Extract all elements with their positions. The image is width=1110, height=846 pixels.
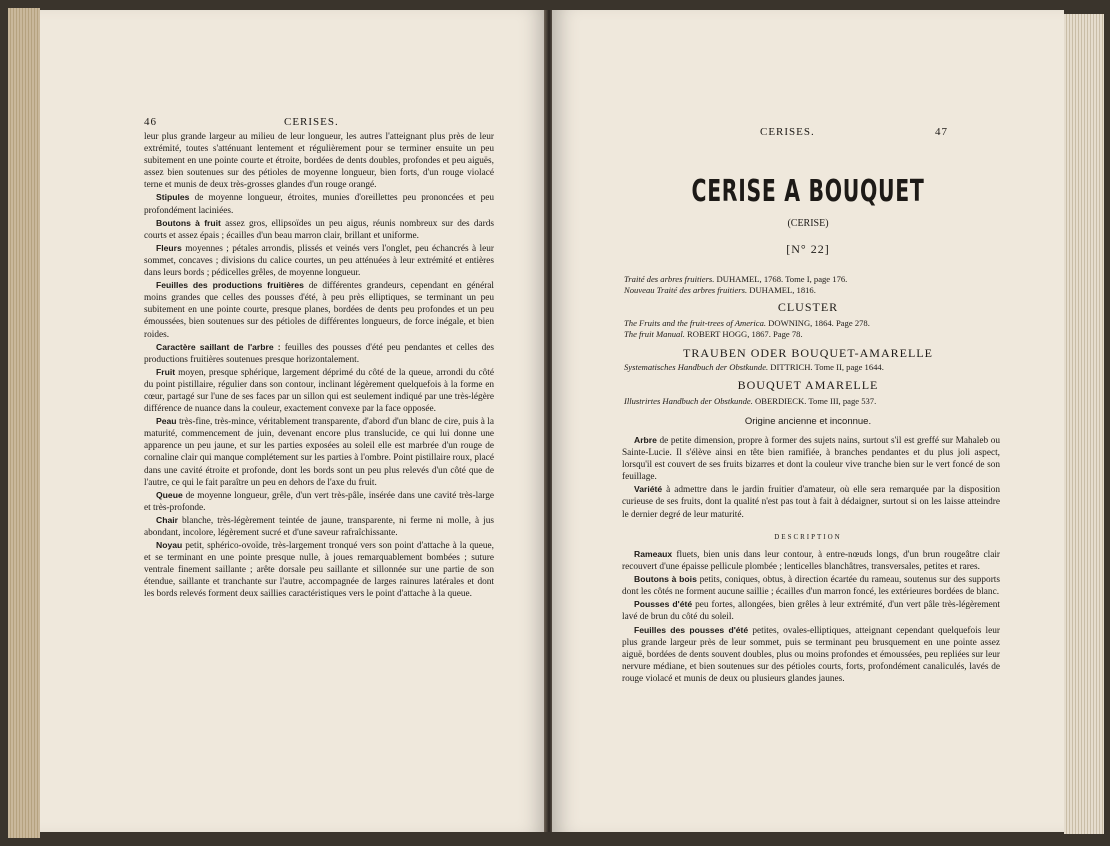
reference-details: ROBERT HOGG, 1867. Page 78. [684,329,803,339]
paragraph-lead-term: Fruit [156,366,176,377]
paragraph-text: de petite dimension, propre à former des sujets nains, surtout s'il est greffé sur Mahaleb ou Sainte-Lucie. Il s'élève ainsi en tête bien ramifiée, à branches pendantes et du plus joli aspect, lorsqu'il est couvert de ses fruits bizarres et dont la couleur vive tranche bien sur le vert foncé de son feuillage. [622,436,1000,483]
paragraph-lead-term: Caractère saillant de l'arbre : [156,341,281,352]
reference-details: DUHAMEL, 1816. [747,285,816,295]
reference-entry [624,396,994,407]
paragraph [144,514,494,539]
reference-work-title: Illustrirtes Handbuch der Obstkunde. [624,396,753,406]
paragraph-lead-term: Variété [634,484,663,495]
paragraph-text: leur plus grande largeur au milieu de leur longueur, les autres l'atteignant plus près de leur extrémité, toutes s'atténuant lentement et régulièrement pour se terminer ensuite un peu subitement en une pointe courte et étroite, bordées de dents doubles, profondes et peu aiguës, assez bien soutenues sur des pétioles de moyenne longueur, bien forts, d'un rouge violacé terne et munis de deux très-grosses glandes d'un rouge orangé. [144,132,494,191]
paragraph [144,366,494,415]
subtitle: (CERISE) [787,218,829,229]
left-body-text [144,131,494,601]
right-page-edges [1064,14,1104,834]
synonym-heading-cluster: CLUSTER [777,300,839,314]
reference-details: DOWNING, 1864. Page 278. [766,318,870,328]
paragraph [144,415,494,489]
paragraph [144,341,494,366]
paragraph-text: petit, sphérico-ovoïde, très-largement tronqué vers son point d'attache à la queue, et se terminant en une pointe presque nulle, à joues remarquablement bombées ; suture ventrale finement saillante ; arête dorsale peu saillante et sillonnée sur une partie de son étendue, saillante et tranchante sur l'autre, accompagnée de larges rainures latérales et dont les bords relevés forment deux saillies caractéristiques vers le point d'attache à la queue. [144,541,494,600]
reference-details: DUHAMEL, 1768. Tome I, page 176. [714,274,848,284]
reference-entry [624,274,994,285]
paragraph-lead-term: Peau [156,416,177,427]
right-running-title: CERISES. [760,126,815,138]
paragraph-lead-term: Feuilles des productions fruitières [156,280,304,291]
left-page-edges [8,8,40,838]
paragraph-text: très-fine, très-mince, véritablement transparente, d'abord d'un blanc de cire, puis à la maturité, commencement de juin, devenant encore plus translucide, ce qui lui donne une apparence un peu jaune, et sur les parties exposées au soleil elle est marbrée d'un rouge de cornaline clair qui manque complétement sur les parties à l'ombre. Point pistillaire roux, placé dans une cavité étroite et profonde, dont les bords sont un peu plus relevés d'un côté que de l'autre, ce qui le fait paraître un peu en dehors de l'axe du fruit. [144,417,494,488]
origin-line: Origine ancienne et inconnue. [744,416,872,427]
paragraph [622,483,1000,520]
botanical-description [622,548,1000,685]
paragraph [144,217,494,242]
synonym-heading-trauben: TRAUBEN ODER BOUQUET-AMARELLE [683,346,933,360]
paragraph-text: petites, ovales-elliptiques, atteignant cependant quelquefois leur plus grande largeur près de leur sommet, puis se terminant peu brusquement en une pointe assez aiguë, bordées de dents souvent doubles, plus ou moins profondes et émoussées, peu repliées sur leur nervure médiane, et bien soutenues sur des pétioles courts, forts, profondément canaliculés, lavés de rouge violacé et munis de deux ou plusieurs glandes jaunes. [622,625,1000,684]
reference-work-title: The Fruits and the fruit-trees of America. [624,318,767,328]
paragraph-text: feuilles des pousses d'été peu pendantes et celles des productions fruitières soutenues presque horizontalement. [144,342,495,365]
left-page-number: 46 [144,116,157,128]
reference-entry [624,285,994,296]
reference-work-title: The fruit Manual. [624,329,685,339]
paragraph [144,539,494,600]
paragraph-text: à admettre dans le jardin fruitier d'amateur, où elle sera remarquée par la disposition curieuse de ses fruits, dont la qualité n'est pas tout à fait à dédaigner, surtout si on les laisse atteindre le dernier degré de leur maturité. [622,485,1000,520]
paragraph-lead-term: Pousses d'été [634,599,693,610]
paragraph [144,242,494,279]
paragraph-text: fluets, bien unis dans leur contour, à entre-nœuds longs, d'un brun rougeâtre clair recouvert d'une épaisse pellicule plombée ; lenticelles blanchâtres, transversales, petites et rares. [622,550,1000,573]
paragraph [144,279,494,340]
paragraph [144,131,494,191]
paragraph-lead-term: Noyau [156,540,183,551]
paragraph [144,489,494,514]
paragraph-lead-term: Feuilles des pousses d'été [634,624,749,635]
paragraph-lead-term: Chair [156,514,178,525]
reference-list-3 [624,362,994,373]
reference-work-title: Traité des arbres fruitiers. [624,274,715,284]
paragraph-text: petits, coniques, obtus, à direction écartée du rameau, soutenus sur des supports dont les côtés ne forment aucune saillie ; écailles d'un marron foncé, les extérieures bordées de blanc. [622,575,1000,598]
paragraph-lead-term: Stipules [156,192,190,203]
paragraph-text: moyennes ; pétales arrondis, plissés et veinés vers l'onglet, peu échancrés à leur sommet, concaves ; divisions du calice courtes, un peu atténuées à leur extrémité et entières dans leurs bords ; pédicelles grêles, de moyenne longueur. [144,243,494,279]
paragraph-text: peu fortes, allongées, bien grêles à leur extrémité, d'un vert pâle très-légèrement lavé de brun du côté du soleil. [622,600,1000,623]
paragraph-text: de moyenne longueur, grêle, d'un vert très-pâle, insérée dans une cavité très-large et très-profonde. [144,490,494,513]
paragraph [622,598,1000,623]
paragraph-text: moyen, presque sphérique, largement déprimé du côté de la queue, arrondi du côté du point pistillaire, régulier dans son contour, inclinant légèrement quelquefois à la forme en cœur, partagé sur l'une de ses faces par un sillon qui est seulement indiqué par une très-légère différence de nuance dans la couleur, exactement convexe par la face opposée. [144,367,494,415]
reference-list-4 [624,396,994,407]
reference-entry [624,362,994,373]
paragraph-text: assez gros, ellipsoïdes un peu aigus, réunis nombreux sur des dards courts et assez épais ; écailles d'un beau marron clair, brillant et uniforme. [144,218,495,241]
reference-entry [624,329,994,340]
synonym-heading-bouquet-amarelle: BOUQUET AMARELLE [737,378,879,392]
left-running-title: CERISES. [284,116,339,128]
reference-entry [624,318,994,329]
paragraph-lead-term: Queue [156,489,183,500]
reference-details: OBERDIECK. Tome III, page 537. [752,396,877,406]
right-page-number: 47 [935,126,948,138]
reference-list-1 [624,274,994,296]
reference-work-title: Systematisches Handbuch der Obstkunde. [624,362,769,372]
description-heading: DESCRIPTION [774,533,842,541]
paragraph [622,624,1000,685]
reference-details: DITTRICH. Tome II, page 1644. [768,362,884,372]
left-page [40,10,546,832]
paragraph-text: de différentes grandeurs, cependant en général moins grandes que celles des pousses d'été, à peu près elliptiques, se terminant un peu subitement en une pointe courte, presque planes, bordées de dents peu profondes et un peu émoussées, bien soutenues sur des pétioles de différentes longueurs, de force inégale, et bien roides. [144,281,494,340]
paragraph-text: de moyenne longueur, étroites, munies d'oreillettes peu prononcées et peu profondément laciniées. [144,193,494,216]
reference-list-2 [624,318,994,340]
paragraph [622,573,1000,598]
paragraph-lead-term: Fleurs [156,242,182,253]
paragraph [622,434,1000,483]
tree-description [622,434,1000,521]
paragraph-lead-term: Boutons à bois [634,574,697,585]
reference-work-title: Nouveau Traité des arbres fruitiers. [624,285,748,295]
paragraph-lead-term: Arbre [634,435,657,445]
right-page [552,10,1064,832]
entry-number: [N° 22] [786,242,830,256]
paragraph-lead-term: Rameaux [634,549,673,559]
paragraph [622,548,1000,573]
paragraph-lead-term: Boutons à fruit [156,217,221,228]
main-title: CERISE A BOUQUET [691,174,925,209]
paragraph-text: blanche, très-légèrement teintée de jaune, transparente, ni ferme ni molle, à jus abondant, incolore, légèrement sucré et d'une saveur rafraîchissante. [144,515,494,538]
paragraph [144,191,494,216]
